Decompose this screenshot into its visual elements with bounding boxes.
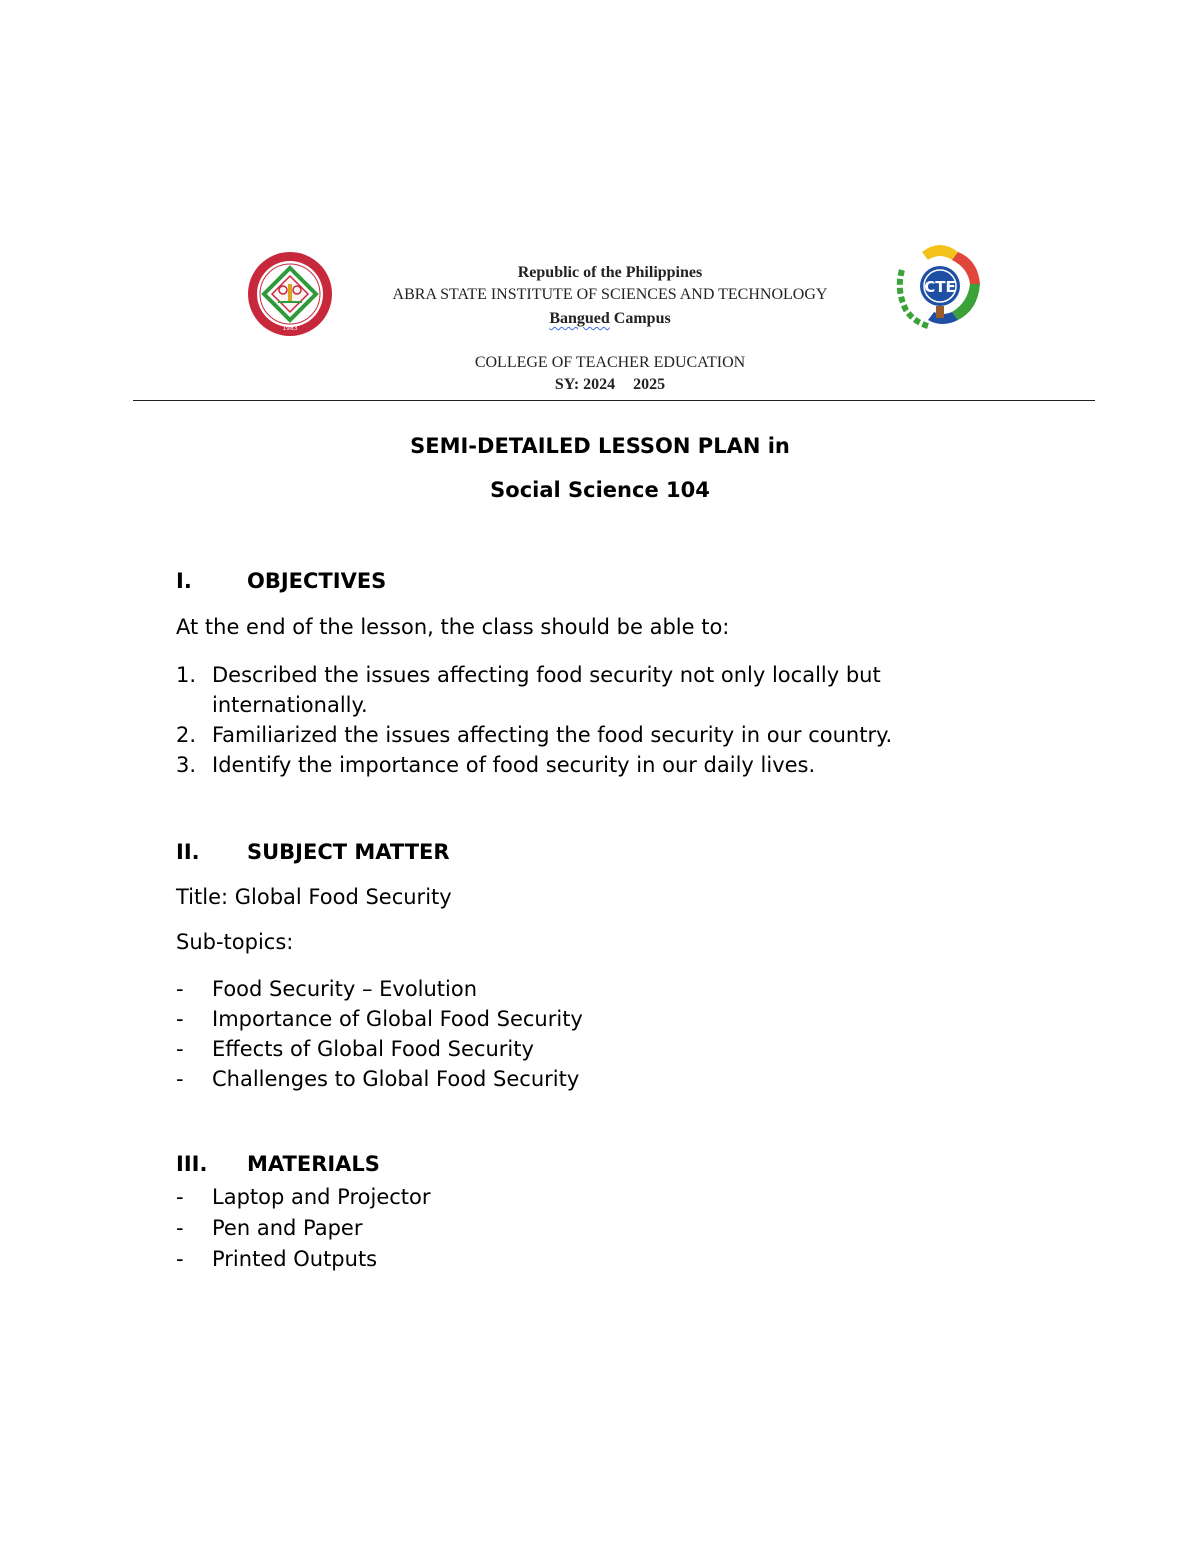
objectives-intro: At the end of the lesson, the class should be able to: xyxy=(176,615,730,639)
list-item xyxy=(176,660,1026,720)
letterhead-divider xyxy=(133,400,1095,401)
campus-line xyxy=(340,310,880,328)
letterhead xyxy=(0,0,1200,420)
list-item-text: Challenges to Global Food Security xyxy=(212,1067,580,1091)
list-marker: - xyxy=(176,1216,184,1240)
list-item-text: Laptop and Projector xyxy=(212,1185,431,1209)
college-name: COLLEGE OF TEACHER EDUCATION xyxy=(474,354,746,371)
list-item xyxy=(176,1034,1026,1064)
section-title: MATERIALS xyxy=(247,1152,380,1176)
cte-logo-icon xyxy=(892,240,988,334)
list-item-text: Familiarized the issues affecting the food security in our country. xyxy=(212,723,893,747)
list-marker: - xyxy=(176,1007,184,1031)
list-item xyxy=(176,1064,1026,1094)
section-title: SUBJECT MATTER xyxy=(247,840,450,864)
section-objectives-heading xyxy=(176,569,386,593)
list-item-text: Printed Outputs xyxy=(212,1247,378,1271)
list-marker: 3. xyxy=(176,753,197,777)
list-item xyxy=(176,720,1026,750)
section-title: OBJECTIVES xyxy=(247,569,387,593)
institute-name: ABRA STATE INSTITUTE OF SCIENCES AND TECHNOLOGY xyxy=(392,286,828,303)
list-item xyxy=(176,1213,1026,1244)
list-marker: - xyxy=(176,977,184,1001)
list-item xyxy=(176,750,1026,780)
republic-line: Republic of the Philippines xyxy=(517,264,703,281)
list-marker: 2. xyxy=(176,723,197,747)
svg-text:1983: 1983 xyxy=(282,325,298,332)
document-title: SEMI-DETAILED LESSON PLAN in xyxy=(410,434,790,458)
list-item xyxy=(176,1182,1026,1213)
materials-list xyxy=(176,1182,1026,1275)
list-marker: - xyxy=(176,1067,184,1091)
list-marker: - xyxy=(176,1037,184,1061)
section-number: II. xyxy=(176,840,200,864)
school-year-start: SY: 2024 xyxy=(554,376,616,393)
course-title: Social Science 104 xyxy=(490,478,710,502)
section-materials-heading xyxy=(176,1152,380,1176)
section-number: III. xyxy=(176,1152,208,1176)
campus-name: Bangued xyxy=(549,310,610,327)
subject-title: Title: Global Food Security xyxy=(176,885,452,909)
list-item-text: Food Security – Evolution xyxy=(212,977,478,1001)
list-item-text: Effects of Global Food Security xyxy=(212,1037,534,1061)
list-marker: - xyxy=(176,1185,184,1209)
school-year xyxy=(340,376,880,394)
list-item xyxy=(176,974,1026,1004)
list-item-text: Described the issues affecting food security not only locally but internationally. xyxy=(212,663,881,717)
list-marker: 1. xyxy=(176,663,197,687)
section-subject-matter-heading xyxy=(176,840,450,864)
list-item xyxy=(176,1244,1026,1275)
list-item-text: Importance of Global Food Security xyxy=(212,1007,583,1031)
school-year-end: 2025 xyxy=(633,376,666,393)
subtopics-label: Sub-topics: xyxy=(176,930,294,954)
svg-text:CTE: CTE xyxy=(924,278,956,296)
list-marker: - xyxy=(176,1247,184,1271)
subtopics-list xyxy=(176,974,1026,1094)
objectives-list xyxy=(176,660,1026,780)
list-item xyxy=(176,1004,1026,1034)
list-item-text: Identify the importance of food security in our daily lives. xyxy=(212,753,816,777)
campus-suffix: Campus xyxy=(613,310,671,327)
asist-seal-icon xyxy=(240,250,340,338)
list-item-text: Pen and Paper xyxy=(212,1216,363,1240)
section-number: I. xyxy=(176,569,192,593)
